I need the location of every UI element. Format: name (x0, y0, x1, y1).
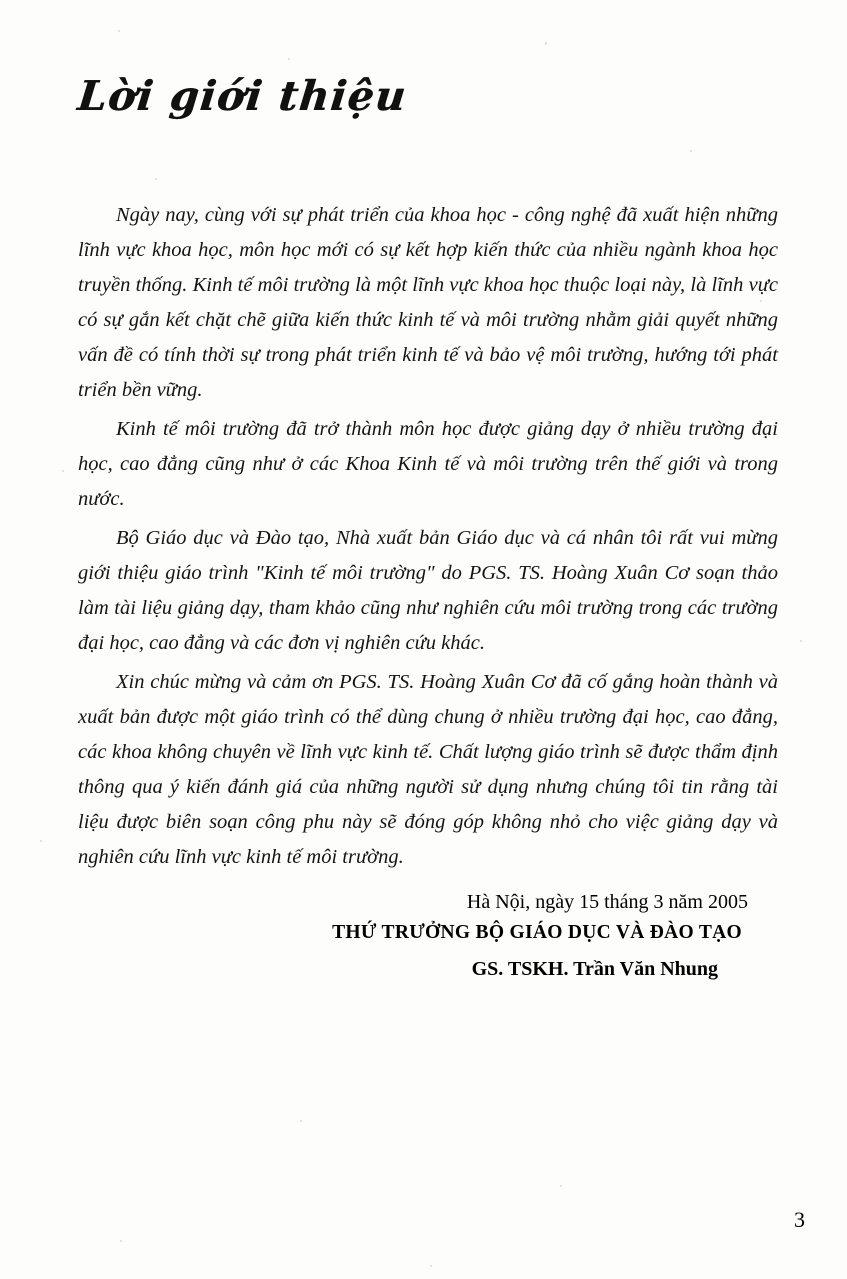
scan-speckle (120, 1240, 122, 1242)
signature-date: Hà Nội, ngày 15 tháng 3 năm 2005 (466, 891, 748, 913)
scan-speckle (300, 1120, 302, 1122)
scan-speckle (800, 640, 802, 642)
scan-speckle (40, 840, 42, 842)
signature-block (78, 891, 778, 981)
signature-role: THỨ TRƯỞNG BỘ GIÁO DỤC VÀ ĐÀO TẠO (332, 922, 742, 943)
paragraph: Xin chúc mừng và cảm ơn PGS. TS. Hoàng Xuân Cơ đã cố gắng hoàn thành và xuất bản được một giáo trình có thể dùng chung ở nhiều trường đại học, cao đẳng, các khoa không chuyên về lĩnh vực kinh tế. Chất lượng giáo trình sẽ được thẩm định thông qua ý kiến đánh giá của những người sử dụng nhưng chúng tôi tin rằng tài liệu được biên soạn công phu này sẽ đóng góp không nhỏ cho việc giảng dạy và nghiên cứu lĩnh vực kinh tế môi trường. (78, 671, 778, 868)
page-number: 3 (794, 1207, 805, 1232)
page-title: Lời giới thiệu (75, 72, 410, 120)
paragraph: Bộ Giáo dục và Đào tạo, Nhà xuất bản Giáo dục và cá nhân tôi rất vui mừng giới thiệu giáo trình "Kinh tế môi trường" do PGS. TS. Hoàng Xuân Cơ soạn thảo làm tài liệu giảng dạy, tham khảo cũng như nghiên cứu môi trường trong các trường đại học, cao đẳng và các đơn vị nghiên cứu khác. (78, 527, 778, 654)
scan-speckle (62, 470, 64, 472)
signature-name: GS. TSKH. Trần Văn Nhung (471, 958, 718, 980)
paragraph: Ngày nay, cùng với sự phát triển của khoa học - công nghệ đã xuất hiện những lĩnh vực khoa học, môn học mới có sự kết hợp kiến thức của nhiều ngành khoa học truyền thống. Kinh tế môi trường là một lĩnh vực khoa học thuộc loại này, là lĩnh vực có sự gắn kết chặt chẽ giữa kiến thức kinh tế và môi trường nhằm giải quyết những vấn đề có tính thời sự trong phát triển kinh tế và bảo vệ môi trường, hướng tới phát triển bền vững. (78, 204, 778, 401)
scan-speckle (430, 1265, 432, 1267)
page-content (75, 0, 778, 981)
paragraph: Kinh tế môi trường đã trở thành môn học được giảng dạy ở nhiều trường đại học, cao đẳng cũng như ở các Khoa Kinh tế và môi trường trên thế giới và trong nước. (78, 418, 778, 510)
body-text (78, 198, 778, 875)
scan-speckle (560, 1185, 562, 1187)
